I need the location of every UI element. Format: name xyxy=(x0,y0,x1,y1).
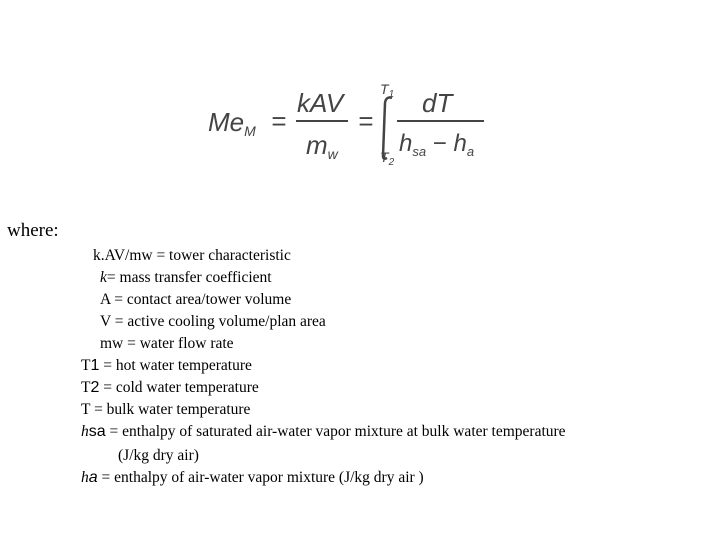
formula-lhs: MeM xyxy=(208,107,256,139)
def-v: V = active cooling volume/plan area xyxy=(100,313,326,330)
formula-numerator: kAV xyxy=(297,88,344,118)
def-t1: T1 = hot water temperature xyxy=(81,357,252,374)
where-label: where: xyxy=(7,220,59,241)
tower-characteristic-formula xyxy=(200,78,500,178)
formula-integrand-numerator: dT xyxy=(422,88,453,118)
def-t: T = bulk water temperature xyxy=(81,401,251,418)
def-k: k= mass transfer coefficient xyxy=(100,269,272,286)
def-a: A = contact area/tower volume xyxy=(100,291,292,308)
formula-denominator: mw xyxy=(306,130,338,162)
def-tower-characteristic: k.AV/mw = tower characteristic xyxy=(93,247,291,264)
def-t2: T2 = cold water temperature xyxy=(81,379,259,396)
formula-equals-2: = xyxy=(358,106,374,136)
formula-upper-limit: $T_1$ xyxy=(380,81,395,100)
def-mw: mw = water flow rate xyxy=(100,335,234,352)
formula-integrand-denominator: $h_{sa} - h_a$ xyxy=(399,130,475,159)
formula-lower-limit: $T_2$ xyxy=(380,149,395,168)
def-hsa-units: (J/kg dry air) xyxy=(118,447,199,464)
formula-graphic xyxy=(200,78,500,178)
def-hsa: hsa = enthalpy of saturated air-water vapor mixture at bulk water temperature xyxy=(81,423,566,440)
def-ha: ha = enthalpy of air-water vapor mixture (J/kg dry air ) xyxy=(81,469,424,486)
formula-equals-1: = xyxy=(271,106,287,136)
